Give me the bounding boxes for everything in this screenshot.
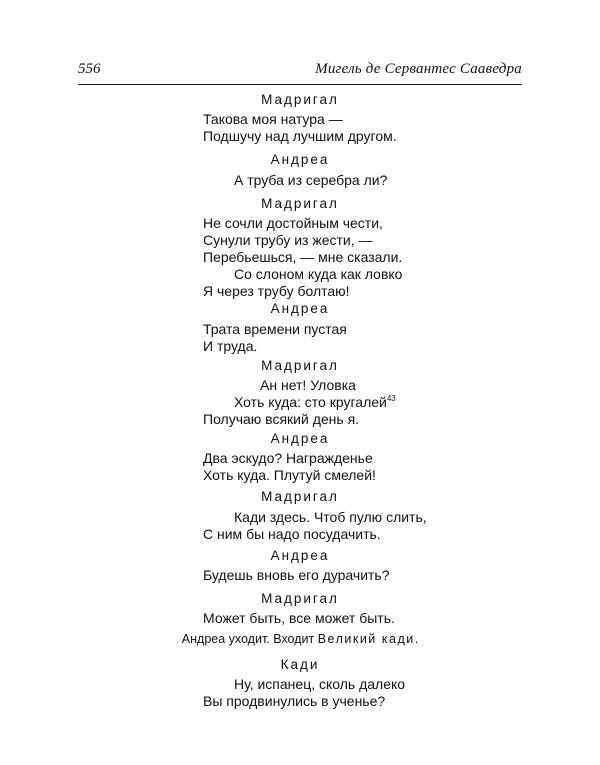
verse-line: Вы продвинулись в ученье?: [203, 693, 386, 709]
running-title: Мигель де Сервантес Сааведра: [315, 61, 522, 77]
speaker-name: Андреа: [270, 152, 330, 167]
verse-line: Ну, испанец, сколь далеко: [234, 676, 406, 692]
verse-line: Со слоном куда как ловко: [234, 266, 403, 282]
verse-line: Я через трубу болтаю!: [203, 283, 350, 299]
stage-direction-text: Андреа уходит. Входит: [181, 632, 318, 646]
verse-line: Подшучу над лучшим другом.: [203, 128, 397, 144]
verse-line: Будешь вновь его дурачить?: [203, 567, 390, 583]
stage-direction: [0, 632, 600, 646]
verse-line: Может быть, все может быть.: [203, 610, 395, 626]
verse-line: Ан нет! Уловка: [260, 377, 356, 393]
verse-line: Кади здесь. Чтоб пулю слить,: [234, 509, 427, 525]
speaker-name: Мадригал: [261, 92, 339, 107]
speaker-name: Мадригал: [261, 591, 339, 606]
verse-line-text: Хоть куда: сто кругалей: [234, 394, 387, 410]
page-header: [78, 60, 522, 85]
verse-line: И труда.: [203, 338, 258, 354]
page-number: 556: [78, 61, 101, 77]
verse-line: С ним бы надо посудачить.: [203, 526, 381, 542]
verse-line: Два эскудо? Награжденье: [203, 450, 373, 466]
footnote-marker: 43: [386, 394, 396, 403]
verse-line: Сунули трубу из жести, —: [203, 232, 373, 248]
speaker-name: Андреа: [270, 548, 330, 563]
stage-direction-character: Великий кади: [317, 632, 415, 646]
verse-line: Хоть куда. Плутуй смелей!: [203, 467, 376, 483]
verse-line: Перебьешься, — мне сказали.: [203, 249, 403, 265]
speaker-name: Андреа: [270, 301, 330, 316]
verse-line: Получаю всякий день я.: [203, 411, 360, 427]
verse-line: Трата времени пустая: [203, 321, 347, 337]
stage-direction-end: .: [414, 632, 419, 646]
speaker-name: Кади: [280, 657, 320, 672]
speaker-name: Мадригал: [261, 196, 339, 211]
speaker-name: Мадригал: [261, 489, 339, 504]
verse-line: Не сочли достойным чести,: [203, 215, 383, 231]
verse-line: [234, 394, 396, 410]
speaker-name: Андреа: [270, 431, 330, 446]
verse-line: Такова моя натура —: [203, 111, 343, 127]
verse-line: А труба из серебра ли?: [234, 172, 388, 188]
speaker-name: Мадригал: [261, 358, 339, 373]
